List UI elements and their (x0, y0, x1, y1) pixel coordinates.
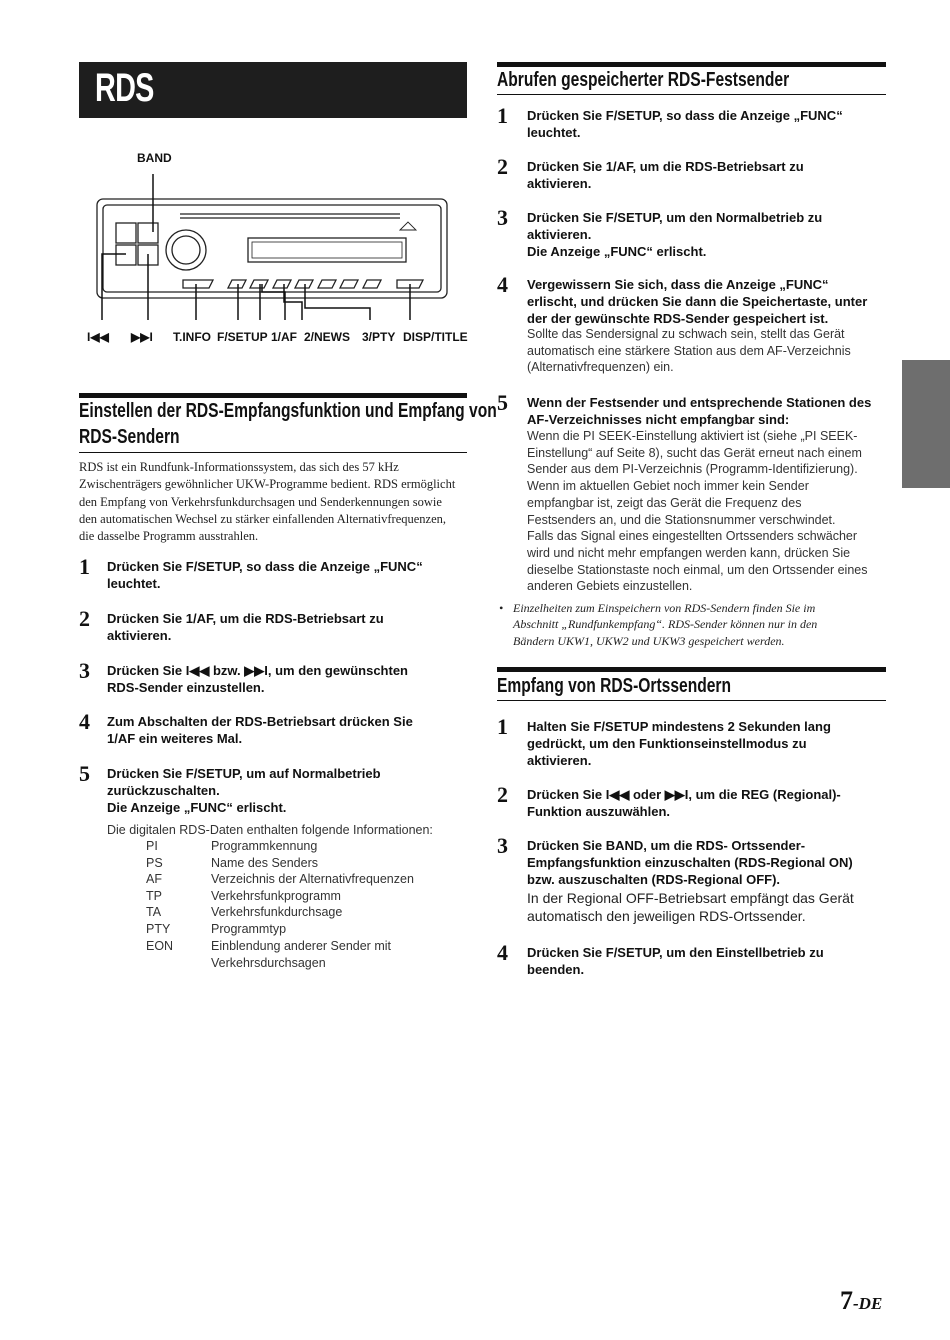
note-line: Wenn die PI SEEK-Einstellung aktiviert ist (siehe „PI SEEK- (527, 429, 858, 443)
step-line: aktivieren. (527, 227, 592, 242)
step-note (527, 428, 892, 595)
step-line: leuchtet. (527, 125, 581, 140)
step-line: der der gewünschte RDS-Sender gespeichert ist. (527, 311, 829, 326)
note-line: empfangbar ist, zeigt das Gerät die Frequenz des (527, 495, 802, 510)
info-abbr: PS (146, 856, 163, 870)
step-text (107, 558, 467, 592)
step-line: aktivieren. (527, 176, 592, 191)
intro-line: RDS ist ein Rundfunk-Informationssystem, das sich des 57 kHz (79, 460, 399, 474)
section3-bottom-rule (497, 700, 886, 701)
step-text (527, 158, 892, 192)
note-line: Wenn im aktuellen Gebiet noch immer kein Sender (527, 479, 809, 494)
step-number: 1 (497, 714, 508, 739)
side-tab-marker (902, 360, 950, 488)
section1-title-line2: RDS-Sendern (79, 426, 180, 448)
step-line: Die Anzeige „FUNC“ erlischt. (107, 800, 287, 815)
step-line: bzw. auszuschalten (RDS-Regional OFF). (527, 872, 781, 887)
step-line: RDS-Sender einzustellen. (107, 680, 265, 695)
note-line: Sender aus dem PI-Verzeichnis (Programm-Identifizierung). (527, 462, 858, 477)
info-desc: Name des Senders (211, 856, 319, 870)
info-abbr: TA (146, 905, 162, 919)
step-line: Drücken Sie F/SETUP, so dass die Anzeige „FUNC“ (107, 559, 423, 574)
info-desc: Verkehrsfunkprogramm (211, 889, 341, 903)
step-note (527, 889, 892, 925)
step-line: Drücken Sie F/SETUP, so dass die Anzeige „FUNC“ (527, 108, 843, 123)
step-line: 1/AF ein weiteres Mal. (107, 731, 243, 746)
section3-title: Empfang von RDS-Ortssendern (497, 675, 732, 697)
intro-line: die dasselbe Programm ausstrahlen. (79, 529, 259, 544)
step-line: Drücken Sie I◀◀ bzw. ▶▶I, um den gewünschten (107, 663, 408, 678)
step-line: aktivieren. (107, 628, 172, 643)
step-number: 2 (79, 606, 90, 631)
section-banner (79, 62, 467, 118)
step-line: AF-Verzeichnisses nicht empfangbar sind: (527, 412, 790, 427)
note-line: Falls das Signal eines eingestellten Ortssenders schwächer (527, 529, 858, 544)
step-text (527, 276, 892, 327)
intro-line: den automatischen Wechsel zu stärker einfallenden Alternativfrequenzen, (79, 511, 447, 526)
step-text (527, 209, 892, 260)
step-line: beenden. (527, 962, 585, 977)
step-text (107, 765, 467, 816)
section2-title: Abrufen gespeicherter RDS-Festsender (497, 69, 790, 91)
step-line: Zum Abschalten der RDS-Betriebsart drücken Sie (107, 714, 413, 729)
step-line: Drücken Sie BAND, um die RDS- Ortssender- (527, 838, 806, 853)
step-line: Halten Sie F/SETUP mindestens 2 Sekunden lang (527, 719, 831, 734)
section3-top-rule (497, 667, 886, 672)
step-line: erlischt, und drücken Sie dann die Speichertaste, unter (527, 294, 868, 309)
note-line: anderen Gebiets einzustellen. (527, 579, 693, 594)
bullet-line: Abschnitt „Rundfunkempfang“. RDS-Sender können nur in den (513, 617, 818, 632)
note-line: Sollte das Sendersignal zu schwach sein, stellt das Gerät (527, 327, 845, 341)
note-line: automatisch eine stärkere Station aus dem AF-Verzeichnis (527, 343, 851, 358)
step-number: 4 (497, 272, 508, 297)
step-number: 3 (79, 658, 90, 683)
diagram-label-band: BAND (137, 151, 172, 165)
note-line: Einstellung“ auf Seite 8), sucht das Gerät erneut nach einem (527, 445, 862, 460)
banner-title: RDS (95, 66, 154, 110)
diagram-label-3pty: 3/PTY (362, 330, 396, 344)
info-intro: Die digitalen RDS-Daten enthalten folgende Informationen: (107, 823, 433, 837)
step-line: Funktion auszuwählen. (527, 804, 671, 819)
note-line: (Alternativfrequenzen) ein. (527, 360, 674, 375)
diagram-label-tinfo: T.INFO (173, 330, 211, 344)
head-unit-diagram (80, 168, 470, 328)
step-line: Empfangsfunktion einzuschalten (RDS-Regional ON) (527, 855, 853, 870)
intro-line: Zwischenträgers gewöhnlicher UKW-Programme bedient. RDS ermöglicht (79, 477, 456, 492)
bullet-note (513, 600, 888, 649)
section1-intro (79, 459, 474, 545)
diagram-label-fsetup: F/SETUP (217, 330, 268, 344)
step-number: 1 (497, 103, 508, 128)
info-desc: Programmkennung (211, 839, 318, 853)
info-desc: Verzeichnis der Alternativfrequenzen (211, 872, 414, 886)
step-text (527, 837, 892, 888)
info-desc: Einblendung anderer Sender mit (211, 939, 391, 953)
info-abbr: PI (146, 839, 158, 853)
bullet-marker: • (499, 601, 504, 615)
step-line: gedrückt, um den Funktionseinstellmodus zu (527, 736, 807, 751)
info-desc: Verkehrsdurchsagen (211, 956, 326, 970)
step-number: 4 (79, 709, 90, 734)
info-abbr: PTY (146, 922, 171, 936)
step-line: leuchtet. (107, 576, 161, 591)
note-line: Festsenders an, und die Stationsnummer verschwindet. (527, 512, 836, 527)
diagram-label-1af: 1/AF (271, 330, 298, 344)
step-number: 5 (79, 761, 90, 786)
note-line: automatisch den jeweiligen RDS-Ortssender. (527, 908, 806, 924)
step-text (527, 107, 892, 141)
note-line: wird und nicht mehr empfangen werden kann, drücken Sie (527, 545, 851, 560)
page-number-value: 7 (840, 1286, 853, 1315)
section1-title-line1: Einstellen der RDS-Empfangsfunktion und Empfang von (79, 400, 497, 422)
bullet-line: Einzelheiten zum Einspeichern von RDS-Sendern finden Sie im (513, 601, 816, 615)
step-text (107, 662, 467, 696)
step-line: Die Anzeige „FUNC“ erlischt. (527, 244, 707, 259)
info-abbr: TP (146, 889, 162, 903)
info-desc: Programmtyp (211, 922, 287, 936)
info-desc: Verkehrsfunkdurchsage (211, 905, 343, 919)
step-text (527, 786, 892, 820)
section1-bottom-rule (79, 452, 467, 453)
step-number: 3 (497, 833, 508, 858)
step-line: Drücken Sie 1/AF, um die RDS-Betriebsart zu (527, 159, 804, 174)
step-line: zurückzuschalten. (107, 783, 220, 798)
step-line: Drücken Sie F/SETUP, um auf Normalbetrieb (107, 766, 381, 781)
note-line: In der Regional OFF-Betriebsart empfängt das Gerät (527, 890, 854, 906)
step-text (107, 610, 467, 644)
step-line: Drücken Sie I◀◀ oder ▶▶I, um die REG (Regional)- (527, 787, 841, 802)
step-number: 1 (79, 554, 90, 579)
info-abbr: EON (146, 939, 174, 953)
step-line: Vergewissern Sie sich, dass die Anzeige „FUNC“ (527, 277, 829, 292)
step-text (527, 394, 892, 428)
diagram-label-next: ▶▶I (131, 330, 153, 344)
step-number: 3 (497, 205, 508, 230)
intro-line: den Empfang von Verkehrsfunkdurchsagen und Senderkennungen sowie (79, 494, 442, 509)
step-number: 2 (497, 782, 508, 807)
step-number: 2 (497, 154, 508, 179)
step-number: 4 (497, 940, 508, 965)
step-line: Wenn der Festsender und entsprechende Stationen des (527, 395, 872, 410)
diagram-label-2news: 2/NEWS (304, 330, 351, 344)
step-line: Drücken Sie F/SETUP, um den Normalbetrieb zu (527, 210, 823, 225)
diagram-label-prev: I◀◀ (87, 330, 109, 344)
step-line: Drücken Sie F/SETUP, um den Einstellbetrieb zu (527, 945, 824, 960)
step-note (527, 326, 892, 376)
step-text (527, 944, 892, 978)
section2-bottom-rule (497, 94, 886, 95)
bullet-line: Bändern UKW1, UKW2 und UKW3 gespeichert werden. (513, 633, 785, 648)
page-number (840, 1286, 882, 1316)
info-abbr: AF (146, 872, 162, 886)
step-text (107, 713, 467, 747)
step-text (527, 718, 892, 769)
step-number: 5 (497, 390, 508, 415)
note-line: dieselbe Stationstaste noch einmal, um den Ortssender eines (527, 562, 868, 577)
diagram-label-disp-title: DISP/TITLE (403, 330, 468, 344)
step-line: Drücken Sie 1/AF, um die RDS-Betriebsart zu (107, 611, 384, 626)
step-line: aktivieren. (527, 753, 592, 768)
page-number-suffix: -DE (853, 1294, 883, 1313)
